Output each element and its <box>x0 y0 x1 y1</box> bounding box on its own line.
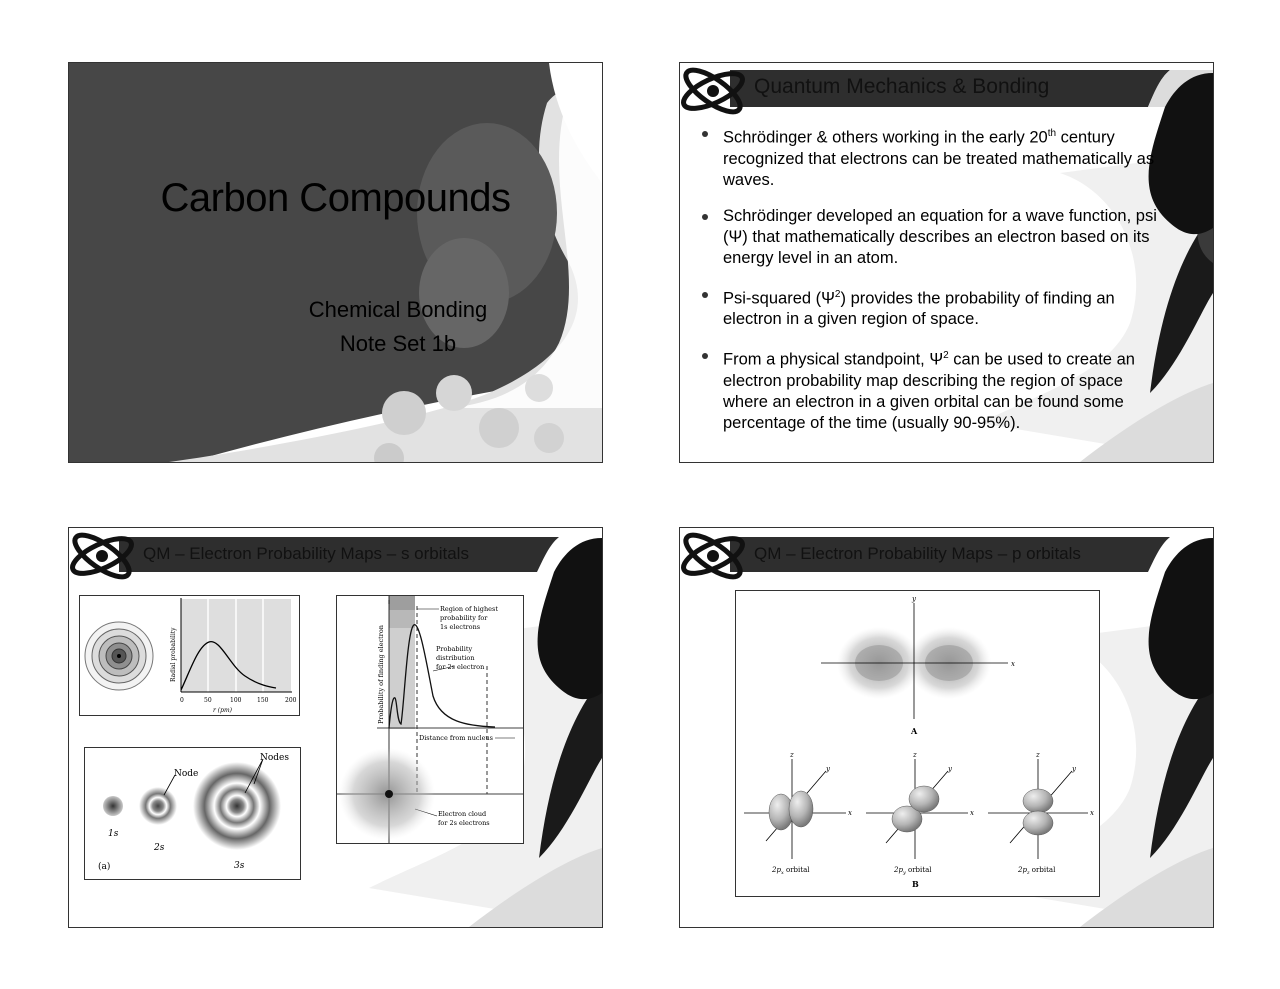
bullet-item: Schrödinger & others working in the early 20th century recognized that electrons can be treated mathematically as waves. <box>700 123 1170 191</box>
superscript: 2 <box>834 288 841 300</box>
orbital-label-pz <box>1017 866 1056 876</box>
annotation-line: for 2s electron <box>436 663 485 671</box>
axis-x-label: x <box>970 809 974 817</box>
orbital-label-suffix: orbital <box>905 866 932 874</box>
atom-logo-icon <box>680 63 750 123</box>
bullet-item: From a physical standpoint, $\Psi^2$ can be used to create an electron probability map describing the region of space where an electron in a given orbital can be found some percentage of the time (usually 90-95%). <box>700 345 1170 434</box>
orbital-label-p: 2p <box>772 866 781 874</box>
atom-logo-icon <box>69 528 139 588</box>
s-orbitals-slide <box>68 527 603 928</box>
orbital-label-py <box>893 866 932 876</box>
axis-z-label: z <box>913 751 917 759</box>
orbital-label-px <box>771 866 810 876</box>
bullet-item: Psi-squared $(\Psi^2)$ provides the probability of finding an electron in a given region of space. <box>700 284 1170 331</box>
orbital-label-sub: x <box>780 870 784 876</box>
title-slide-background <box>69 63 602 462</box>
s-orbital-shells-figure <box>84 747 301 880</box>
bullet-list <box>700 123 1170 449</box>
superscript: th <box>1047 128 1057 139</box>
radial-tick: 0 <box>180 697 184 704</box>
slide-header: Quantum Mechanics & Bonding <box>754 75 1050 98</box>
slide-title: Carbon Compounds <box>160 176 511 220</box>
annotation-line: 1s electrons <box>440 623 481 631</box>
radial-tick: 150 <box>257 697 269 704</box>
panel-label: (a) <box>98 862 111 872</box>
quantum-mechanics-slide <box>679 62 1214 463</box>
axis-z-label: z <box>1036 751 1040 759</box>
radial-xlabel: r (pm) <box>213 707 232 714</box>
slide-header: QM – Electron Probability Maps – s orbitals <box>143 544 469 563</box>
slide-subtitle: Chemical Bonding <box>308 297 488 322</box>
radial-ylabel: Radial probability <box>170 627 177 682</box>
orbital-label-p: 2p <box>1018 866 1027 874</box>
axis-x-label: x <box>848 809 852 817</box>
slide-subtitle-line2: Note Set 1b <box>339 331 457 356</box>
radial-probability-figure <box>79 595 300 716</box>
orbital-label-suffix: orbital <box>783 866 810 874</box>
annotation-line: distribution <box>436 654 475 662</box>
annotation-line: Probability <box>436 645 473 653</box>
radial-tick: 50 <box>204 697 212 704</box>
orbital-label-sub: z <box>1026 870 1030 876</box>
annotation-line: Region of highest <box>440 605 498 613</box>
node-label: Node <box>174 769 199 779</box>
orbital-label-suffix: orbital <box>1029 866 1056 874</box>
label-1s: 1s <box>108 829 119 839</box>
annotation-line: probability for <box>440 614 488 622</box>
title-slide <box>68 62 603 463</box>
axis-y-label: y <box>948 765 952 773</box>
p-orbitals-slide <box>679 527 1214 928</box>
axis-y-label: y <box>1072 765 1076 773</box>
probability-distribution-figure <box>336 595 524 844</box>
bullet-item: Schrödinger developed an equation for a wave function, psi (Ψ) that mathematically describes an electron based on its energy level in an atom. <box>700 206 1170 269</box>
axis-x-label: x <box>1011 660 1015 668</box>
radial-tick: 100 <box>230 697 242 704</box>
axis-x-label: x <box>1090 809 1094 817</box>
atom-logo-icon <box>680 528 750 588</box>
label-2s: 2s <box>154 843 165 853</box>
nodes-label: Nodes <box>260 753 289 763</box>
annotation-line: for 2s electrons <box>438 819 490 827</box>
radial-tick: 200 <box>285 697 297 704</box>
annotation-line: Electron cloud <box>438 810 487 818</box>
axis-y-label: y <box>912 595 916 603</box>
superscript: 2 <box>943 350 949 361</box>
axis-y-label: y <box>826 765 830 773</box>
p-orbital-figure <box>735 590 1100 897</box>
axis-z-label: z <box>790 751 794 759</box>
orbital-label-p: 2p <box>894 866 903 874</box>
panel-a-label: A <box>911 726 918 736</box>
orbital-label-sub: y <box>902 870 906 876</box>
slide-header: QM – Electron Probability Maps – p orbitals <box>754 544 1081 563</box>
dist-xlabel: Distance from nucleus <box>419 734 493 742</box>
panel-b-label: B <box>912 879 919 889</box>
label-3s: 3s <box>234 861 245 871</box>
dist-ylabel: Probability of finding electron <box>377 625 385 724</box>
